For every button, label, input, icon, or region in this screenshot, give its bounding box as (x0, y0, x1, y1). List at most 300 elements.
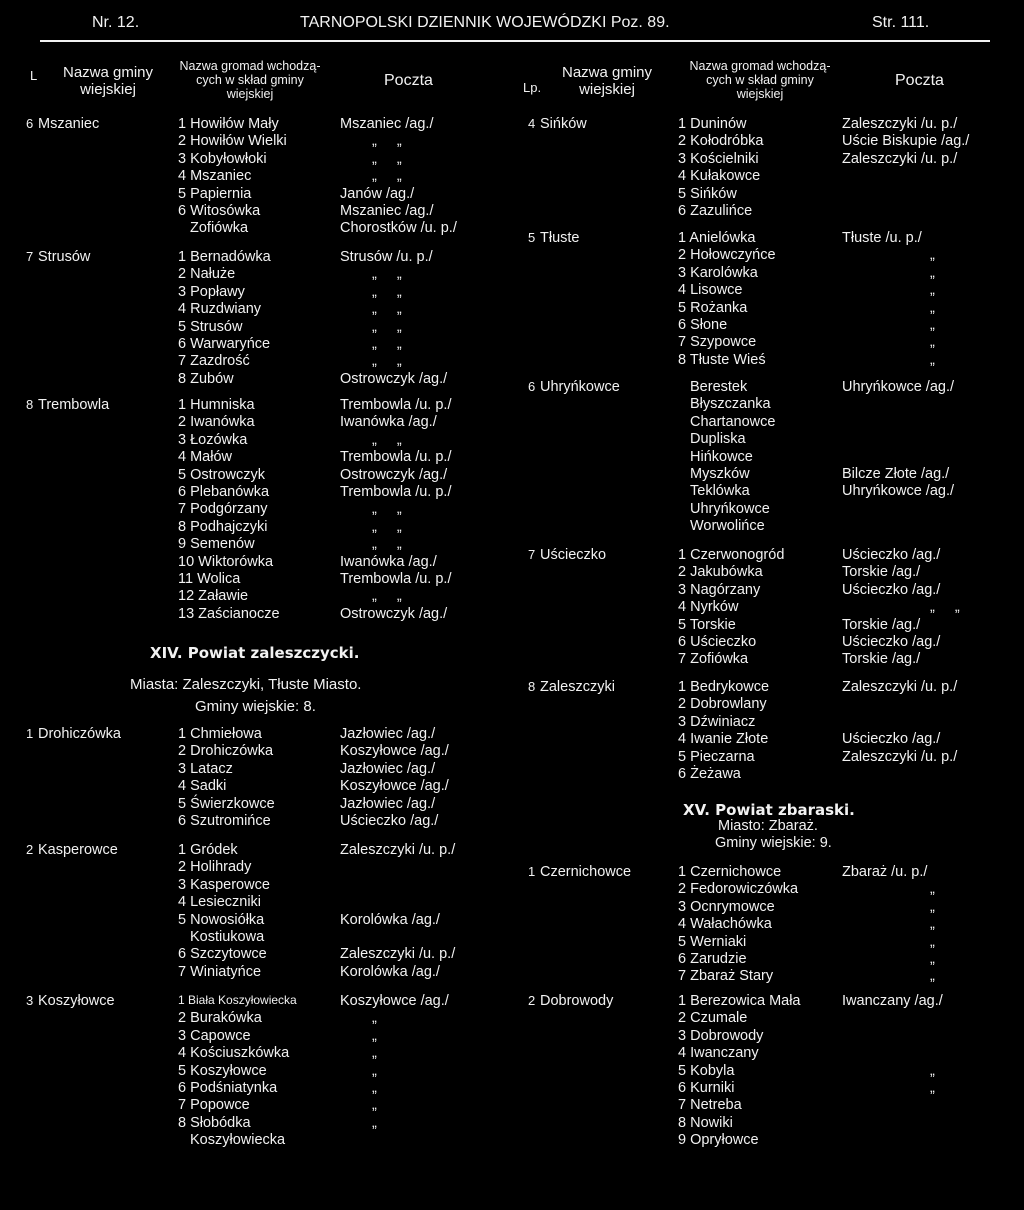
gromada-row (0, 432, 512, 449)
gmina-name: Dobrowody (540, 993, 614, 1009)
gmina-name: Sińków (540, 116, 587, 132)
poczta-value: „ „ (372, 518, 410, 535)
gmina-number: 8 (26, 397, 34, 412)
gromada-row (512, 1045, 1024, 1062)
gmina-name: Czernichowce (540, 864, 632, 880)
gromada-row (512, 916, 1024, 933)
gromada-row (0, 220, 512, 237)
gromada-name: 4 Mszaniec (178, 168, 252, 185)
section-xv-gminy: Gminy wiejskie: 9. (715, 835, 832, 851)
gromada-row (512, 282, 1024, 299)
poczta-value: „ „ (372, 536, 410, 553)
gromady-header-right: Nazwa gromad wchodzą- cych w skład gminy wiejskiej (689, 59, 831, 101)
gromada-name: 2 Howiłów Wielki (178, 133, 287, 150)
gromada-name: 8 Tłuste Wieś (678, 351, 766, 368)
gromada-row (512, 116, 1024, 133)
gromada-row (0, 929, 512, 946)
poczta-value: Torskie /ag./ (842, 564, 921, 581)
gromada-name: 7 Podgórzany (178, 501, 268, 518)
gromada-row (0, 964, 512, 981)
gromada-name: 7 Zazdrość (178, 353, 250, 370)
gromada-name: 2 Hołowczyńce (678, 247, 776, 264)
gromada-name: 6 Plebanówka (178, 484, 270, 500)
gromada-name: 2 Czumale (678, 1010, 748, 1027)
gromada-name: Chartanowce (690, 413, 776, 430)
gromada-name: 6 Słone (678, 317, 728, 333)
poczta-value: „ (930, 282, 943, 299)
poczta-value: Uścieczko /ag./ (842, 634, 941, 650)
gromada-name: 3 Dźwiniacz (678, 713, 756, 730)
gromada-name: 7 Zofiówka (678, 651, 749, 668)
gromada-row (0, 778, 512, 795)
gmina-name: Mszaniec (38, 116, 100, 132)
gromada-row (512, 766, 1024, 783)
gromada-name: 5 Kobyla (678, 1062, 735, 1079)
poczta-value: Uścieczko /ag./ (340, 813, 439, 829)
gromada-row (512, 993, 1024, 1010)
gromada-name: 3 Karolówka (678, 264, 758, 281)
gromada-row (0, 796, 512, 813)
gromada-name: 4 Sadki (178, 778, 227, 795)
gromada-name: 7 Winiatyńce (178, 963, 262, 980)
gromada-name: 4 Iwanczany (678, 1045, 759, 1062)
gromada-row (0, 1132, 512, 1149)
gromada-name: 3 Capowce (178, 1027, 251, 1044)
gromada-row (0, 186, 512, 203)
poczta-value: „ „ (372, 336, 410, 352)
poczta-value: Koszyłowce /ag./ (340, 743, 449, 760)
gromada-name: 6 Szutromińce (178, 813, 271, 829)
gromada-row (0, 536, 512, 553)
gromada-row (512, 203, 1024, 220)
gromada-row (512, 1132, 1024, 1149)
page-number: Str. 111. (872, 14, 930, 31)
gromada-name: 6 Kurniki (678, 1080, 735, 1096)
gromada-name: 11 Wolica (178, 571, 241, 587)
gromada-row (0, 116, 512, 133)
gromada-name: 1 Howiłów Mały (178, 116, 279, 132)
gromada-row (0, 133, 512, 150)
gromada-row (512, 547, 1024, 564)
gmina-name: Drohiczówka (38, 726, 121, 742)
gromada-row (0, 1028, 512, 1045)
gromada-row (512, 651, 1024, 668)
gromada-row (0, 519, 512, 536)
gromada-name: 7 Zbaraż Stary (678, 968, 774, 985)
gromada-name: Hińkowce (690, 448, 753, 465)
gromada-name: 12 Załawie (178, 588, 249, 605)
gromada-name: 6 Szczytowce (178, 946, 267, 963)
gromada-row (0, 1115, 512, 1132)
gromada-row (512, 749, 1024, 766)
gromada-name: 2 Jakubówka (678, 564, 763, 581)
gromada-row (0, 449, 512, 466)
gromada-name: 2 Burakówka (178, 1010, 262, 1027)
poczta-value: Mszaniec /ag./ (340, 116, 434, 132)
gromada-name: 2 Drohiczówka (178, 743, 274, 760)
gmina-name: Trembowla (38, 397, 110, 413)
gromada-row (512, 230, 1024, 247)
poczta-value: Zaleszczyki /u. p./ (842, 116, 958, 132)
gromada-row (512, 696, 1024, 713)
gromada-name: 5 Nowosiółka (178, 911, 265, 928)
poczta-value: Uścieczko /ag./ (842, 581, 941, 598)
gromada-row (0, 894, 512, 911)
gromada-name: 3 Latacz (178, 760, 233, 777)
poczta-value: „ „ (372, 301, 410, 318)
poczta-value: Chorostków /u. p./ (340, 220, 457, 237)
gromada-name: 7 Netreba (678, 1097, 742, 1114)
poczta-value: „ (372, 1027, 385, 1044)
gromada-row (512, 168, 1024, 185)
gromada-row (512, 317, 1024, 334)
gromada-name: 4 Ruzdwiany (178, 301, 262, 318)
gromada-name: Kostiukowa (190, 929, 265, 945)
gromada-row (0, 813, 512, 830)
gromada-row (0, 1080, 512, 1097)
gromada-name: Zofiówka (190, 220, 249, 237)
poczta-value: „ „ (372, 168, 410, 185)
gromada-row (512, 1063, 1024, 1080)
gromada-row (512, 864, 1024, 881)
gromada-name: 1 Humniska (178, 397, 255, 413)
gromada-row (0, 993, 512, 1010)
poczta-value: Torskie /ag./ (842, 616, 921, 633)
lp-right-label: Lp. (523, 80, 542, 95)
gromada-row (512, 1080, 1024, 1097)
gromada-row (512, 731, 1024, 748)
gromada-name: 1 Anielówka (678, 230, 756, 246)
gromada-name: 13 Zaścianocze (178, 605, 280, 622)
gromada-row (0, 1045, 512, 1062)
gromada-name: 5 Koszyłowce (178, 1062, 267, 1079)
poczta-value: „ (372, 1097, 385, 1114)
gromada-row (0, 284, 512, 301)
poczta-value: „ (930, 351, 943, 368)
gromada-row (0, 168, 512, 185)
gmina-name: Uhryńkowce (540, 379, 620, 395)
gromada-row (512, 151, 1024, 168)
poczta-value: Koszyłowce /ag./ (340, 778, 449, 795)
issue-number: Nr. 12. (92, 14, 140, 31)
gromada-name: Berestek (690, 379, 748, 395)
gromada-row (0, 912, 512, 929)
poczta-value: „ (930, 247, 943, 264)
poczta-value: Janów /ag./ (340, 185, 415, 202)
gromada-row (512, 1115, 1024, 1132)
gromada-name: 6 Zarudzie (678, 951, 747, 967)
gmina-number: 1 (528, 864, 536, 879)
gromada-name: 6 Podśniatynka (178, 1080, 278, 1096)
gromada-row (0, 249, 512, 266)
poczta-value: Zaleszczyki /u. p./ (340, 842, 456, 858)
gromada-name: 2 Iwanówka (178, 414, 255, 431)
gmina-name: Kasperowce (38, 842, 118, 858)
poczta-value: „ (372, 1080, 385, 1096)
poczta-value: Iwanówka /ag./ (340, 553, 437, 570)
poczta-value: „ (930, 264, 943, 281)
gromada-row (512, 1097, 1024, 1114)
gromada-name: 6 Żeżawa (678, 766, 741, 782)
poczta-value: Ostrowczyk /ag./ (340, 370, 448, 387)
poczta-value: Zaleszczyki /u. p./ (340, 946, 456, 963)
gromada-row (0, 743, 512, 760)
poczta-value: Iwanczany /ag./ (842, 993, 943, 1009)
lp-label: L (30, 68, 38, 83)
poczta-value: „ „ (372, 353, 410, 370)
gromada-name: 1 Berezowica Mała (678, 993, 801, 1009)
poczta-value: „ „ (372, 283, 410, 300)
gromada-name: 5 Torskie (678, 616, 736, 633)
poczta-value: „ „ (372, 318, 410, 335)
gromada-row (512, 679, 1024, 696)
gromada-row (0, 353, 512, 370)
poczta-value: Korolówka /ag./ (340, 911, 440, 928)
gromada-row (0, 726, 512, 743)
gromada-name: 4 Iwanie Złote (678, 731, 769, 748)
gmina-name: Strusów (38, 249, 91, 265)
gmina-number: 3 (26, 993, 34, 1008)
gromada-row (0, 397, 512, 414)
poczta-value: Trembowla /u. p./ (340, 484, 452, 500)
poczta-value: Koszyłowce /ag./ (340, 993, 449, 1009)
poczta-value: Trembowla /u. p./ (340, 449, 452, 466)
section-xiv-gminy: Gminy wiejskie: 8. (195, 698, 316, 715)
gromada-row (0, 336, 512, 353)
gromada-name: Dupliska (690, 431, 746, 448)
gmina-number: 7 (26, 249, 34, 264)
gromada-row (0, 588, 512, 605)
gmina-number: 2 (528, 993, 536, 1008)
gromada-name: 1 Duninów (678, 116, 747, 132)
gromada-row (512, 334, 1024, 351)
journal-title: TARNOPOLSKI DZIENNIK WOJEWÓDZKI Poz. 89. (300, 14, 670, 31)
poczta-value: „ (930, 1062, 943, 1079)
poczta-value: „ (372, 1045, 385, 1062)
section-xiv-miasta: Miasta: Zaleszczyki, Tłuste Miasto. (130, 676, 362, 693)
gromada-row (512, 501, 1024, 518)
gromada-row (512, 617, 1024, 634)
gromada-name: Teklówka (690, 483, 750, 500)
gromada-row (512, 265, 1024, 282)
gmina-number: 2 (26, 842, 34, 857)
gromada-name: 4 Nyrków (678, 599, 739, 616)
gromada-row (512, 431, 1024, 448)
poczta-value: „ (930, 1080, 943, 1096)
gromada-row (512, 449, 1024, 466)
gromada-row (512, 714, 1024, 731)
gromada-name: 3 Łozówka (178, 431, 248, 448)
gromada-row (0, 571, 512, 588)
gromada-name: 5 Ostrowczyk (178, 466, 266, 483)
poczta-value: Uście Biskupie /ag./ (842, 133, 970, 150)
gmina-number: 4 (528, 116, 536, 131)
gromada-row (512, 466, 1024, 483)
gromada-row (0, 501, 512, 518)
poczta-value: Zaleszczyki /u. p./ (842, 679, 958, 695)
gmina-number: 6 (26, 116, 34, 131)
gromada-row (512, 564, 1024, 581)
poczta-value: „ (372, 1114, 385, 1131)
poczta-value: „ (930, 317, 943, 333)
gromada-name: 2 Nałuże (178, 266, 236, 283)
gromada-row (0, 554, 512, 571)
gromada-row (0, 877, 512, 894)
gromada-name: 6 Uścieczko (678, 634, 757, 650)
poczta-value: Jazłowiec /ag./ (340, 795, 436, 812)
gromada-row (512, 352, 1024, 369)
gromada-row (0, 266, 512, 283)
gromada-row (0, 371, 512, 388)
gromada-name: 3 Dobrowody (678, 1027, 764, 1044)
poczta-value: Zbaraż /u. p./ (842, 864, 928, 880)
gromada-name: 2 Kołodróbka (678, 133, 764, 150)
poczta-value: Zaleszczyki /u. p./ (842, 748, 958, 765)
gromada-name: 9 Opryłowce (678, 1132, 759, 1149)
gromada-name: 5 Werniaki (678, 933, 747, 950)
gromada-name: 5 Strusów (178, 318, 243, 335)
gromada-row (512, 1028, 1024, 1045)
poczta-value: „ „ (372, 266, 410, 283)
poczta-value: Tłuste /u. p./ (842, 230, 922, 246)
poczta-value: „ „ (372, 588, 410, 605)
poczta-value: Iwanówka /ag./ (340, 414, 437, 431)
gromada-name: 3 Ocnrymowce (678, 898, 775, 915)
poczta-value: „ „ (372, 501, 410, 518)
gromada-row (512, 881, 1024, 898)
poczta-value: „ (930, 916, 943, 933)
gromada-row (512, 483, 1024, 500)
gromada-name: 4 Małów (178, 449, 232, 466)
gromada-name: 5 Rożanka (678, 299, 748, 316)
gromada-name: 7 Szypowce (678, 334, 757, 351)
gromada-row (0, 761, 512, 778)
gromada-row (0, 1010, 512, 1027)
gromada-name: 5 Pieczarna (678, 748, 755, 765)
gromada-name: 1 Czerwonogród (678, 547, 785, 563)
poczta-header-right: Poczta (895, 72, 944, 89)
gmina-name: Tłuste (540, 230, 580, 246)
gromada-row (512, 186, 1024, 203)
gromada-name: 8 Słobódka (178, 1114, 251, 1131)
gromada-row (0, 606, 512, 623)
gmina-name: Zaleszczyki (540, 679, 615, 695)
poczta-value: „ (930, 898, 943, 915)
gromada-row (512, 634, 1024, 651)
gromada-row (0, 467, 512, 484)
gromada-name: Worwolińce (690, 518, 765, 535)
gromada-name: 7 Popowce (178, 1097, 250, 1114)
poczta-value: „ (372, 1062, 385, 1079)
poczta-value: Jazłowiec /ag./ (340, 726, 436, 742)
gromada-row (512, 379, 1024, 396)
gmina-name: Uścieczko (540, 547, 607, 563)
poczta-value: „ „ (372, 431, 410, 448)
poczta-value: Bilcze Złote /ag./ (842, 466, 950, 482)
gromada-name: 4 Kułakowce (678, 168, 761, 185)
gromada-name: Błyszczanka (690, 396, 771, 413)
poczta-value: Uhryńkowce /ag./ (842, 483, 955, 500)
gmina-header-right: Nazwa gminy wiejskiej (561, 64, 653, 99)
gromada-name: 8 Nowiki (678, 1114, 733, 1131)
gromada-name: 1 Gródek (178, 842, 238, 858)
gromada-row (0, 484, 512, 501)
gromada-name: 3 Kościelniki (678, 150, 759, 167)
gromada-name: Uhryńkowce (690, 500, 770, 517)
poczta-value: Mszaniec /ag./ (340, 203, 434, 219)
poczta-value: Jazłowiec /ag./ (340, 760, 436, 777)
gromada-name: 5 Sińków (678, 185, 737, 202)
gromada-name: 9 Semenów (178, 536, 255, 553)
gromada-name: Koszyłowiecka (190, 1132, 286, 1149)
poczta-value: „ (930, 951, 943, 967)
gromada-row (0, 1097, 512, 1114)
gromada-row (0, 151, 512, 168)
gromada-name: 2 Fedorowiczówka (678, 881, 799, 898)
gromada-row (512, 899, 1024, 916)
poczta-value: Ostrowczyk /ag./ (340, 466, 448, 483)
section-xiv-title: XIV. Powiat zaleszczycki. (150, 644, 360, 662)
gromada-name: 1 Bernadówka (178, 249, 271, 265)
poczta-value: „ (930, 334, 943, 351)
gromada-row (512, 300, 1024, 317)
poczta-value: „ „ (372, 150, 410, 167)
gromada-row (512, 968, 1024, 985)
gmina-number: 5 (528, 230, 536, 245)
poczta-value: Strusów /u. p./ (340, 249, 433, 265)
gromada-name: 2 Holihrady (178, 859, 252, 876)
gromada-name: 4 Kościuszkówka (178, 1045, 290, 1062)
gromada-row (512, 133, 1024, 150)
gromada-name: 5 Papiernia (178, 185, 252, 202)
gromada-name: 8 Podhajczyki (178, 518, 268, 535)
gromada-row (512, 247, 1024, 264)
gromada-name: 6 Warwaryńce (178, 336, 271, 352)
poczta-value: „ (930, 299, 943, 316)
gromada-name: Myszków (690, 466, 750, 482)
poczta-value: Trembowla /u. p./ (340, 571, 452, 587)
gmina-number: 6 (528, 379, 536, 394)
gromada-row (0, 301, 512, 318)
gromada-name: 3 Popławy (178, 283, 245, 300)
gromada-name: 4 Wałachówka (678, 916, 772, 933)
gromada-row (512, 396, 1024, 413)
gmina-number: 8 (528, 679, 536, 694)
poczta-value: „ (930, 933, 943, 950)
gromada-row (512, 414, 1024, 431)
gromada-name: 2 Dobrowlany (678, 696, 767, 713)
gromada-row (512, 1010, 1024, 1027)
gromada-row (512, 599, 1024, 616)
gromada-name: 5 Świerzkowce (178, 795, 275, 812)
poczta-value: Torskie /ag./ (842, 651, 921, 668)
poczta-value: „ (372, 1010, 385, 1027)
gromada-row (0, 946, 512, 963)
gmina-number: 1 (26, 726, 34, 741)
gromada-name: 8 Zubów (178, 370, 234, 387)
poczta-value: Uścieczko /ag./ (842, 731, 941, 748)
gromada-name: 10 Wiktorówka (178, 553, 274, 570)
poczta-value: Zaleszczyki /u. p./ (842, 150, 958, 167)
poczta-value: Uścieczko /ag./ (842, 547, 941, 563)
gmina-number: 7 (528, 547, 536, 562)
gromada-row (512, 951, 1024, 968)
gromada-row (0, 203, 512, 220)
gromada-row (512, 518, 1024, 535)
poczta-value: „ „ (372, 133, 410, 150)
gromada-name: 1 Czernichowce (678, 864, 782, 880)
gromada-name: 4 Lisowce (678, 282, 743, 299)
